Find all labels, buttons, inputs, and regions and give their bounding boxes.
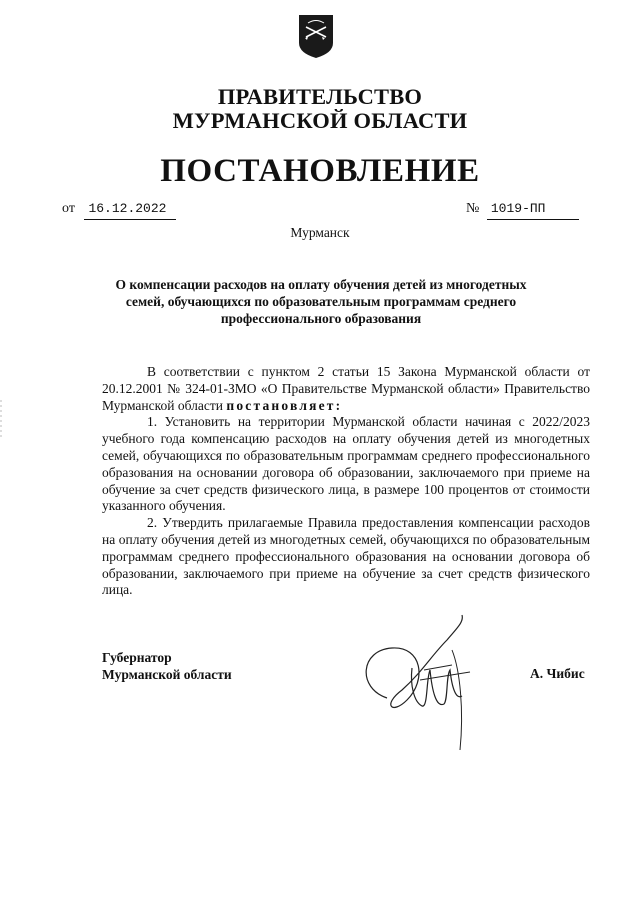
item-2: 2. Утвердить прилагаемые Правила предоставления компенсации расходов на оплату обучения детей из многодетных семей, обучающихся по образовательным программам среднего профессионального образования на основании договора об образовании, заключаемого при приеме на обучение за счет средств физического лица. <box>102 515 590 598</box>
org-name-line2: МУРМАНСКОЙ ОБЛАСТИ <box>172 108 468 133</box>
date-prefix: от <box>62 201 75 216</box>
subject-line: семей, обучающихся по образовательным программам среднего <box>125 294 517 309</box>
subject-line: профессионального образования <box>220 311 422 326</box>
number-value: 1019-ПП <box>487 200 579 220</box>
handwritten-signature <box>352 610 492 760</box>
date-value: 16.12.2022 <box>84 200 176 220</box>
document-body <box>102 364 590 599</box>
decree-word: постановляет: <box>226 397 343 413</box>
coat-of-arms-icon <box>297 13 335 59</box>
item-1: 1. Установить на территории Мурманской области начиная с 2022/2023 учебного года компенсацию расходов на оплату обучения детей из многодетных семей, обучающихся по образовательным программам среднего профессионального образования на основании договора об образовании, заключаемого при приеме на обучение за счет средств физического лица, в размере 100 процентов от стоимости указанного обучения. <box>102 414 590 514</box>
city: Мурманск <box>290 225 350 240</box>
document-date <box>62 200 176 220</box>
document-number <box>466 200 579 220</box>
number-prefix: № <box>466 201 480 216</box>
signatory-title-line2: Мурманской области <box>102 667 232 682</box>
document-type-title: ПОСТАНОВЛЕНИЕ <box>160 153 480 189</box>
intro-text: В соответствии с пунктом 2 статьи 15 Закона Мурманской области от 20.12.2001 № 324-01-ЗМО «О Правительстве Мурманской области» Правительство Мурманской области <box>102 364 590 413</box>
signatory-title <box>102 649 232 683</box>
signatory-name: А. Чибис <box>530 666 585 681</box>
subject-line: О компенсации расходов на оплату обучения детей из многодетных <box>115 277 527 292</box>
signatory-title-line1: Губернатор <box>102 650 172 665</box>
intro-paragraph <box>102 364 590 414</box>
document-subject <box>112 276 530 327</box>
org-name-line1: ПРАВИТЕЛЬСТВО <box>217 84 423 109</box>
margin-mark <box>0 400 3 440</box>
